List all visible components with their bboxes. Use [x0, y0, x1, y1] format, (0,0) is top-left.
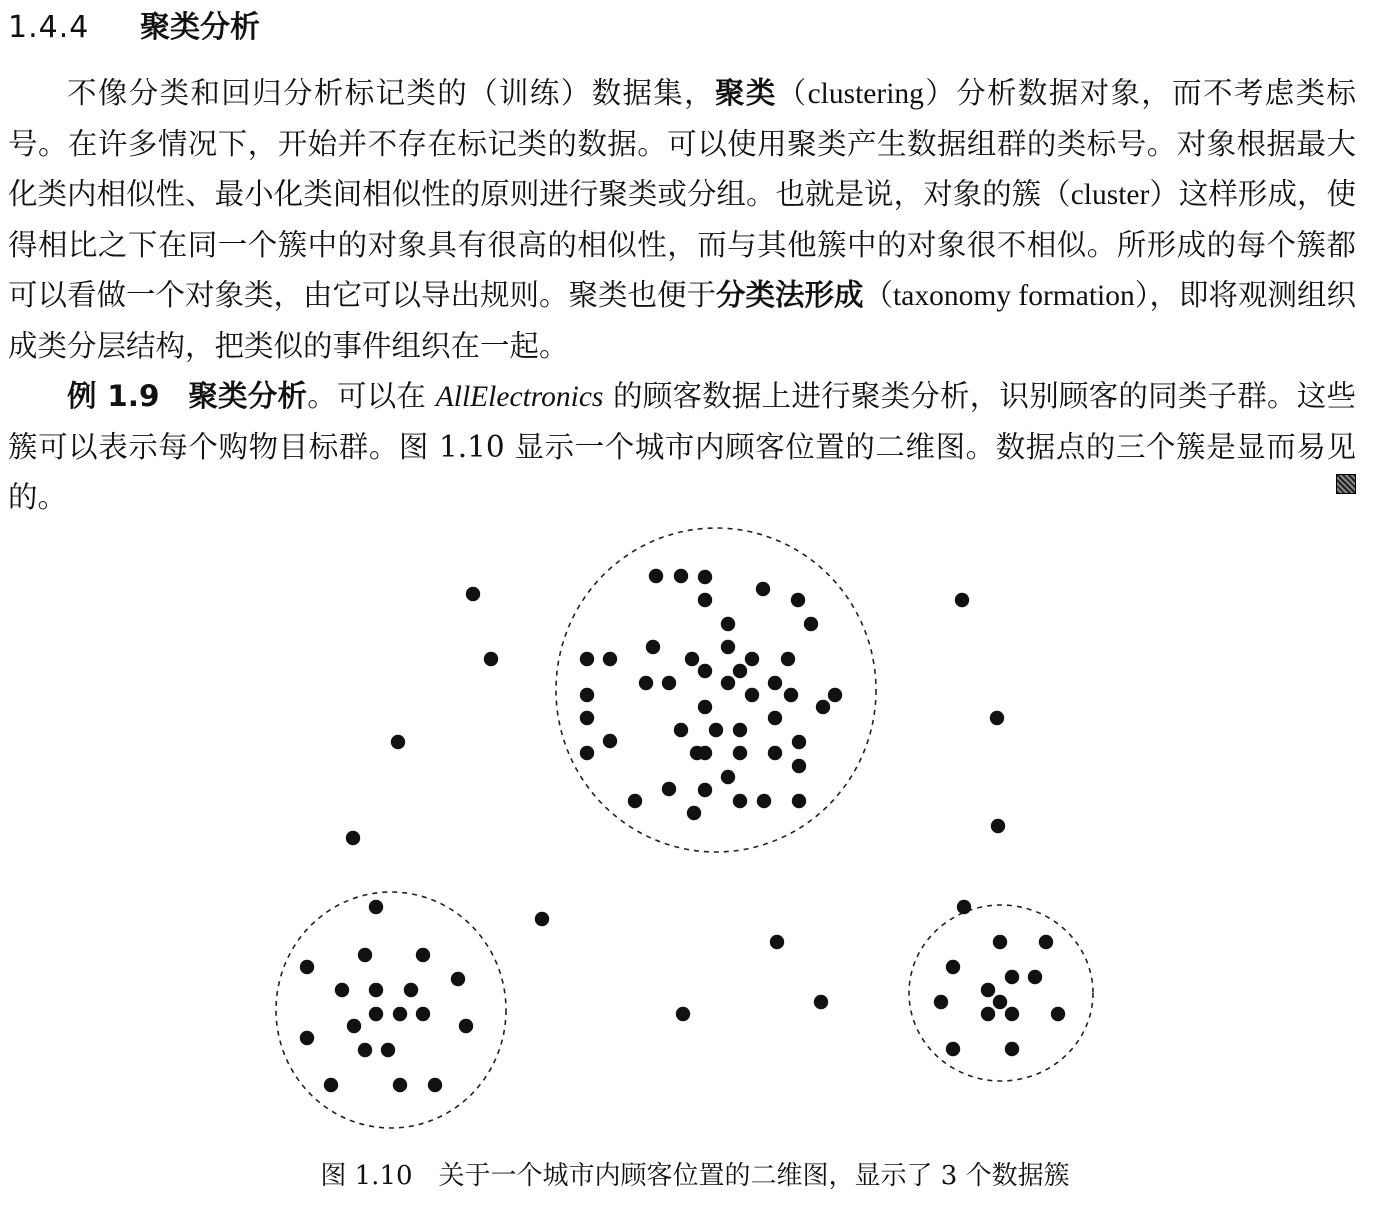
- customer-point: [698, 746, 712, 760]
- customer-point: [358, 1043, 372, 1057]
- customer-point: [993, 995, 1007, 1009]
- customer-point: [804, 617, 818, 631]
- customer-point: [946, 960, 960, 974]
- customer-point: [733, 794, 747, 808]
- customer-point: [404, 983, 418, 997]
- customer-point: [369, 983, 383, 997]
- customer-point: [756, 582, 770, 596]
- customer-point: [1005, 1007, 1019, 1021]
- example-label: 例 1.9: [67, 379, 160, 413]
- customer-point: [698, 664, 712, 678]
- customer-point: [698, 570, 712, 584]
- customer-point: [993, 935, 1007, 949]
- figure-caption-number: 图 1.10: [320, 1161, 413, 1191]
- term-taxonomy-en: taxonomy formation: [893, 280, 1135, 312]
- customer-point: [639, 676, 653, 690]
- customer-point: [768, 676, 782, 690]
- customer-point: [324, 1078, 338, 1092]
- customer-point: [792, 735, 806, 749]
- customer-point: [946, 1042, 960, 1056]
- customer-point: [733, 723, 747, 737]
- customer-point: [934, 995, 948, 1009]
- customer-point: [662, 676, 676, 690]
- cluster-boundary-bottom-right: [909, 905, 1093, 1081]
- term-cluster-en: cluster: [1070, 179, 1150, 211]
- customer-point: [369, 1007, 383, 1021]
- p1-paren-open: （: [776, 76, 808, 110]
- customer-point: [416, 1007, 430, 1021]
- example-title: 聚类分析: [188, 378, 308, 413]
- p1-text-3: ）这样形成，使得相比之下在同一个簇中的对象具有很高的相似性，而与其他簇中的对象很不相似。所形成的每个簇都可以看做一个对象类，由它可以导出规则。聚类也便于: [8, 177, 1356, 312]
- p1-text-4: ），即将观测组织成类分层结构，把类似的事件组织在一起。: [8, 278, 1357, 363]
- customer-point: [662, 782, 676, 796]
- customer-point: [393, 1078, 407, 1092]
- customer-point: [300, 960, 314, 974]
- customer-point: [745, 688, 759, 702]
- cluster-boundary-top: [556, 528, 876, 852]
- customer-point: [698, 593, 712, 607]
- p1-text-2: ）分析数据对象，而不考虑类标号。在许多情况下，开始并不存在标记类的数据。可以使用聚类产生数据组群的类标号。对象根据最大化类内相似性、最小化类间相似性的原则进行聚类或分组。也就是说，对象的簇（: [8, 76, 1356, 211]
- customer-point: [674, 569, 688, 583]
- customer-point: [768, 711, 782, 725]
- customer-point: [721, 617, 735, 631]
- customer-point: [1005, 970, 1019, 984]
- customer-point: [991, 819, 1005, 833]
- figure-caption: [0, 1156, 1390, 1196]
- customer-point: [733, 664, 747, 678]
- customer-point: [784, 688, 798, 702]
- customer-point: [698, 700, 712, 714]
- customer-point: [391, 735, 405, 749]
- figure-caption-text: 关于一个城市内顾客位置的二维图，显示了 3 个数据簇: [438, 1161, 1070, 1191]
- example-text-1: 。可以在: [307, 379, 436, 413]
- customer-point: [381, 1043, 395, 1057]
- customer-point: [709, 723, 723, 737]
- customer-point: [466, 587, 480, 601]
- customer-point: [792, 794, 806, 808]
- customer-point: [674, 723, 688, 737]
- term-clustering: 聚类: [715, 75, 777, 110]
- customer-point: [721, 770, 735, 784]
- customer-point: [451, 972, 465, 986]
- customer-point: [676, 1007, 690, 1021]
- section-number: 1.4.4: [8, 10, 90, 45]
- customer-point: [828, 688, 842, 702]
- customer-point: [814, 995, 828, 1009]
- customer-point: [347, 1019, 361, 1033]
- customer-point: [335, 983, 349, 997]
- section-title: 聚类分析: [140, 10, 260, 45]
- customer-point: [649, 569, 663, 583]
- customer-point: [733, 746, 747, 760]
- term-clustering-en: clustering: [807, 78, 924, 110]
- customer-point: [358, 948, 372, 962]
- p1-text-1: 不像分类和回归分析标记类的（训练）数据集，: [67, 76, 716, 110]
- customer-point: [580, 652, 594, 666]
- customer-point: [721, 676, 735, 690]
- customer-point: [603, 734, 617, 748]
- term-taxonomy: 分类法形成: [716, 277, 864, 312]
- customer-point: [459, 1019, 473, 1033]
- customer-point: [685, 652, 699, 666]
- customer-point: [484, 652, 498, 666]
- customer-point: [646, 640, 660, 654]
- customer-point: [369, 900, 383, 914]
- customer-point: [393, 1007, 407, 1021]
- customer-point: [416, 948, 430, 962]
- customer-point: [1039, 935, 1053, 949]
- cluster-boundary-bottom-left: [276, 892, 506, 1128]
- p1-paren-open-2: （: [863, 278, 894, 312]
- customer-point: [957, 900, 971, 914]
- customer-point: [1028, 970, 1042, 984]
- customer-point: [535, 912, 549, 926]
- customer-point: [698, 783, 712, 797]
- customer-point: [346, 831, 360, 845]
- customer-point: [1051, 1007, 1065, 1021]
- customer-point: [955, 593, 969, 607]
- customer-point: [300, 1031, 314, 1045]
- customer-point: [628, 794, 642, 808]
- customer-point: [603, 652, 617, 666]
- customer-point: [580, 746, 594, 760]
- brand-allelectronics: AllElectronics: [435, 381, 604, 413]
- customer-point: [428, 1078, 442, 1092]
- customer-point: [721, 640, 735, 654]
- customer-point: [770, 935, 784, 949]
- customer-point: [1005, 1042, 1019, 1056]
- customer-point: [768, 746, 782, 760]
- customer-point: [687, 806, 701, 820]
- customer-point: [791, 593, 805, 607]
- example-text-2: 的顾客数据上进行聚类分析，识别顾客的同类子群。这些簇可以表示每个购物目标群。图 1.10 显示一个城市内顾客位置的二维图。数据点的三个簇是显而易见的。: [8, 379, 1356, 514]
- customer-point: [816, 700, 830, 714]
- customer-point: [990, 711, 1004, 725]
- customer-point: [781, 652, 795, 666]
- customer-point: [580, 688, 594, 702]
- customer-point: [792, 759, 806, 773]
- customer-point: [981, 1007, 995, 1021]
- customer-point: [745, 652, 759, 666]
- customer-point: [981, 983, 995, 997]
- customer-point: [757, 794, 771, 808]
- customer-point: [580, 711, 594, 725]
